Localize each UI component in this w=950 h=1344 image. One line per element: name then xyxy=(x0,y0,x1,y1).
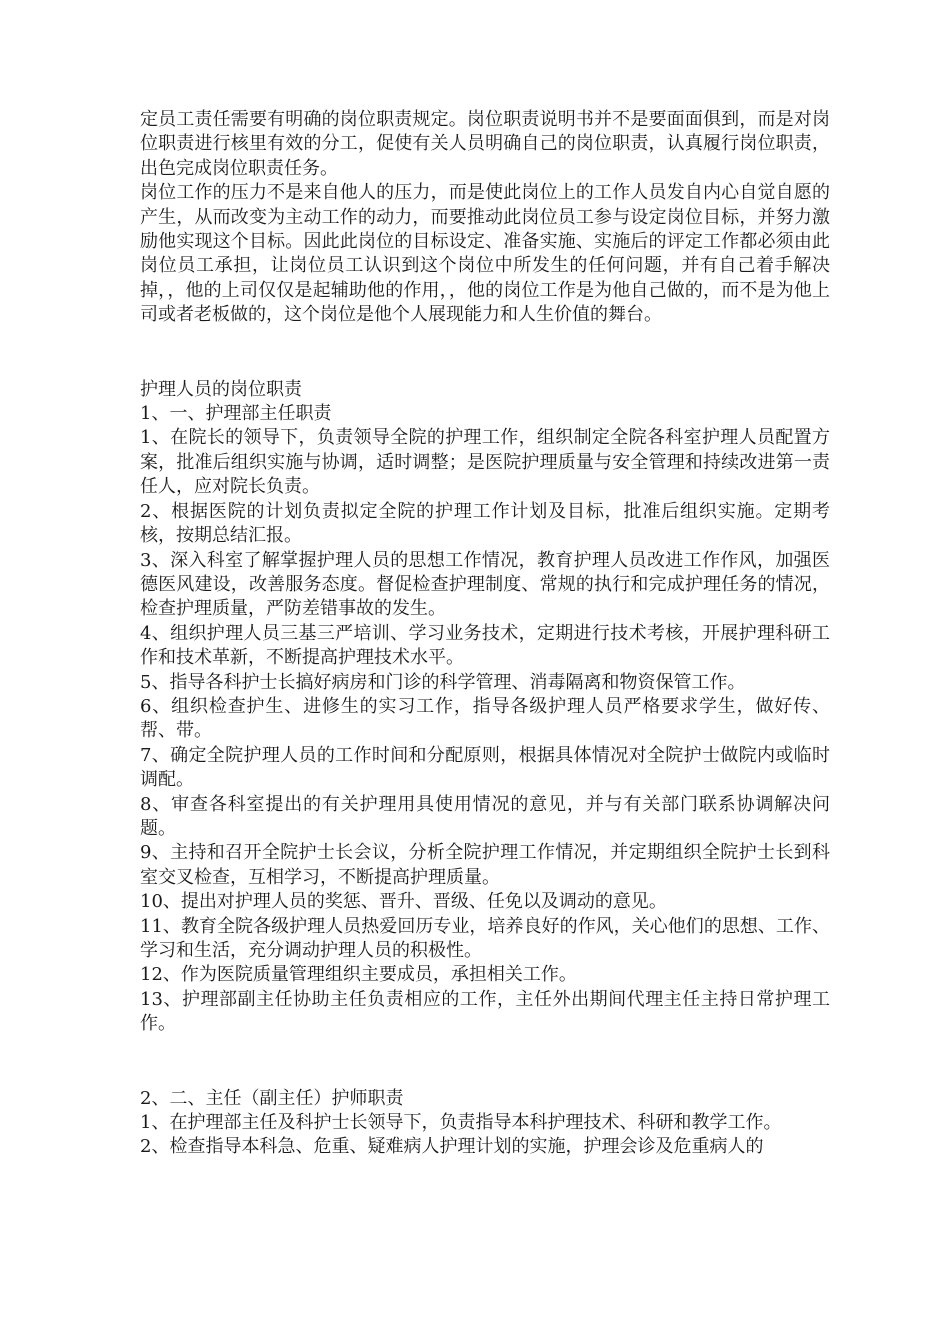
intro-paragraph-1: 定员工责任需要有明确的岗位职责规定。岗位职责说明书并不是要面面俱到，而是对岗位职责进行核里有效的分工，促使有关人员明确自己的岗位职责，认真履行岗位职责，出色完成岗位职责任务。 xyxy=(140,109,830,179)
document-body xyxy=(140,108,830,1160)
list-item: 5、指导各科护士长搞好病房和门诊的科学管理、消毒隔离和物资保管工作。 xyxy=(140,671,746,693)
list-item: 2、根据医院的计划负责拟定全院的护理工作计划及目标，批准后组织实施。定期考核，按期总结汇报。 xyxy=(140,500,830,547)
list-item: 1、在院长的领导下，负责领导全院的护理工作，组织制定全院各科室护理人员配置方案，批准后组织实施与协调，适时调整；是医院护理质量与安全管理和持续改进第一责任人，应对院长负责。 xyxy=(140,427,830,498)
list-item: 9、主持和召开全院护士长会议，分析全院护理工作情况，并定期组织全院护士长到科室交叉检查，互相学习，不断提高护理质量。 xyxy=(140,842,830,888)
spacer xyxy=(140,1037,830,1087)
list-item: 7、确定全院护理人员的工作时间和分配原则，根据具体情况对全院护士做院内或临时调配。 xyxy=(140,744,830,791)
list-item: 2、检查指导本科急、危重、疑难病人护理计划的实施，护理会诊及危重病人的 xyxy=(140,1136,764,1158)
list-item: 11、教育全院各级护理人员热爱回历专业，培养良好的作风，关心他们的思想、工作、学习和生活，充分调动护理人员的积极性。 xyxy=(140,915,830,961)
list-item: 8、审查各科室提出的有关护理用具使用情况的意见，并与有关部门联系协调解决问题。 xyxy=(140,793,830,839)
intro-paragraph-2: 岗位工作的压力不是来自他人的压力，而是使此岗位上的工作人员发自内心自觉自愿的产生，从而改变为主动工作的动力，而要推动此岗位员工参与设定岗位目标，并努力激励他实现这个目标。因此此岗位的目标设定、准备实施、实施后的评定工作都必须由此岗位员工承担，让岗位员工认识到这个岗位中所发生的任何问题，并有自己着手解决掉，，他的上司仅仅是起辅助他的作用，，他的岗位工作是为他自己做的，而不是为他上司或者老板做的，这个岗位是他个人展现能力和人生价值的舞台。 xyxy=(140,182,830,326)
section-subtitle: 1、一、护理部主任职责 xyxy=(140,403,332,425)
list-item: 1、在护理部主任及科护士长领导下，负责指导本科护理技术、科研和教学工作。 xyxy=(140,1112,782,1134)
list-item: 12、作为医院质量管理组织主要成员，承担相关工作。 xyxy=(140,964,577,986)
section-title: 护理人员的岗位职责 xyxy=(140,378,302,400)
list-item: 3、深入科室了解掌握护理人员的思想工作情况，教育护理人员改进工作作风，加强医德医风建设，改善服务态度。督促检查护理制度、常规的执行和完成护理任务的情况，检查护理质量，严防差错事故的发生。 xyxy=(140,549,830,620)
list-item: 4、组织护理人员三基三严培训、学习业务技术，定期进行技术考核，开展护理科研工作和技术革新，不断提高护理技术水平。 xyxy=(140,622,830,669)
list-item: 13、护理部副主任协助主任负责相应的工作，主任外出期间代理主任主持日常护理工作。 xyxy=(140,988,830,1035)
list-item: 6、组织检查护生、进修生的实习工作，指导各级护理人员严格要求学生，做好传、帮、带。 xyxy=(140,695,830,742)
spacer xyxy=(140,328,830,378)
section-subtitle: 2、二、主任（副主任）护师职责 xyxy=(140,1087,404,1109)
list-item: 10、提出对护理人员的奖惩、晋升、晋级、任免以及调动的意见。 xyxy=(140,891,667,913)
